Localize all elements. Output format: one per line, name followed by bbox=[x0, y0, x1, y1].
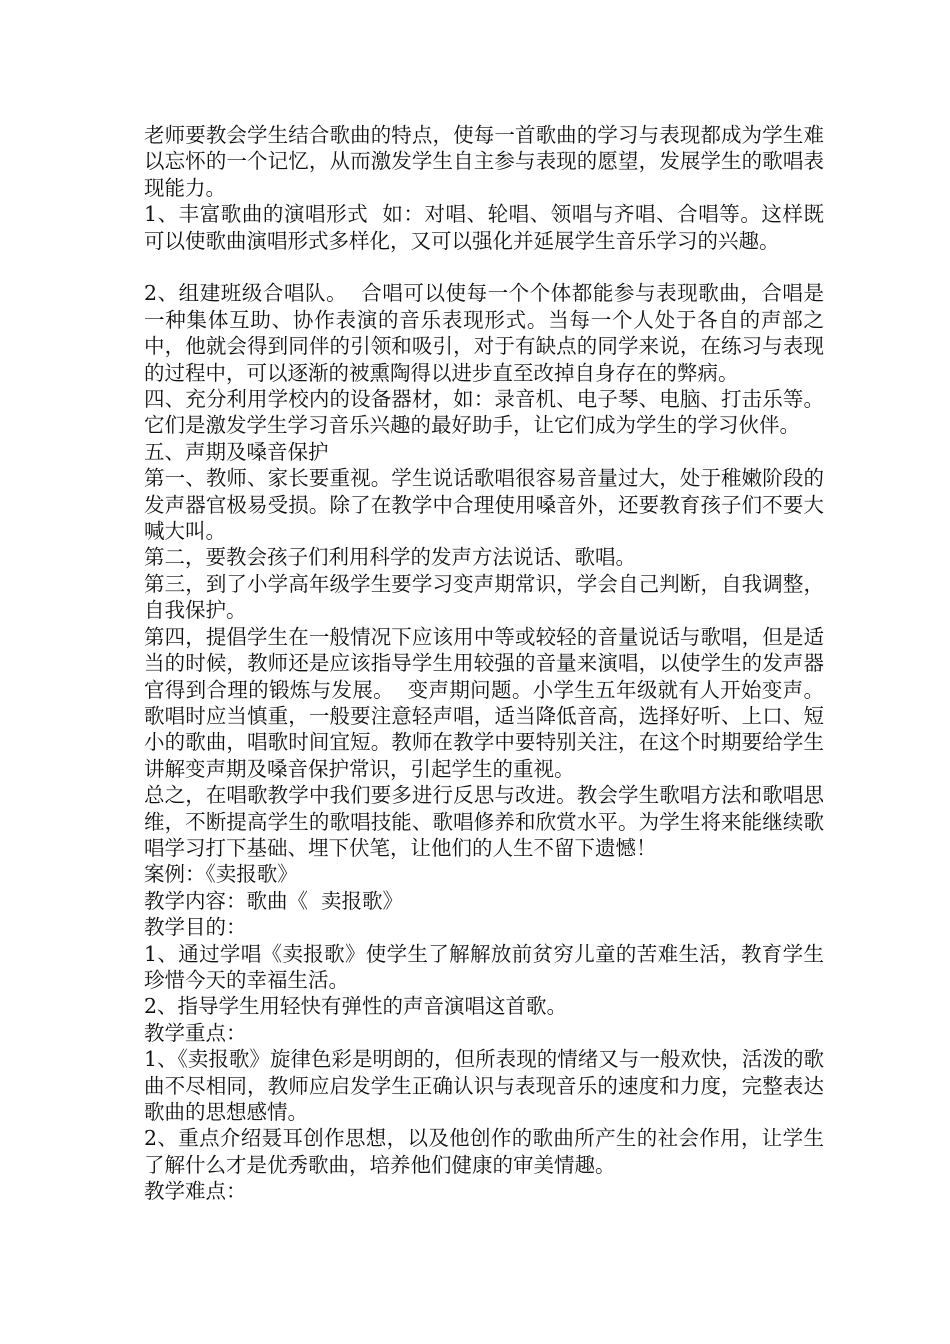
blank-line bbox=[144, 254, 824, 280]
heading-teaching-difficulty: 教学难点： bbox=[144, 1179, 247, 1204]
paragraph-item-2: 2、组建班级合唱队。 合唱可以使每一个个体都能参与表现歌曲，合唱是一种集体互助、协作表演的音乐表现形式。当每一个人处于各自的声部之中，他就会得到同伴的引领和吸引，对于有缺点的同学来说，在练习与表现的过程中，可以逐渐的被熏陶得以进步直至改掉自身存在的弊病。 bbox=[144, 281, 824, 385]
teaching-content: 教学内容：歌曲《 卖报歌》 bbox=[144, 888, 404, 913]
paragraph-section-4: 四、充分利用学校内的设备器材，如：录音机、电子琴、电脑、打击乐等。它们是激发学生学习音乐兴趣的最好助手，让它们成为学生的学习伙伴。 bbox=[144, 387, 824, 438]
paragraph-intro: 老师要教会学生结合歌曲的特点，使每一首歌曲的学习与表现都成为学生难以忘怀的一个记忆，从而激发学生自主参与表现的愿望，发展学生的歌唱表现能力。 bbox=[144, 123, 824, 200]
paragraph-third: 第三，到了小学高年级学生要学习变声期常识，学会自己判断，自我调整，自我保护。 bbox=[144, 571, 824, 623]
heading-section-5: 五、声期及嗓音保护 bbox=[144, 439, 329, 464]
paragraph-fourth: 第四，提倡学生在一般情况下应该用中等或较轻的音量说话与歌唱，但是适当的时候，教师还是应该指导学生用较强的音量来演唱，以使学生的发声器官得到合理的锻炼与发展。 变声期问题。小学生五年级就有人开始变声。歌唱时应当慎重，一般要注意轻声唱，适当降低音高，选择好听、上口、短小的歌曲，唱歌时间宜短。教师在教学中要特别关注，在这个时期要给学生讲解变声期及嗓音保护常识，引起学生的重视。 bbox=[144, 624, 824, 781]
document-body bbox=[144, 122, 824, 1205]
heading-case: 案例：《卖报歌》 bbox=[144, 862, 298, 887]
goal-item-2: 2、指导学生用轻快有弹性的声音演唱这首歌。 bbox=[144, 994, 568, 1019]
paragraph-summary: 总之，在唱歌教学中我们要多进行反思与改进。教会学生歌唱方法和歌唱思维，不断提高学生的歌唱技能、歌唱修养和欣赏水平。为学生将来能继续歌唱学习打下基础、埋下伏笔，让他们的人生不留下遗憾！ bbox=[144, 783, 824, 860]
goal-item-1: 1、通过学唱《卖报歌》使学生了解解放前贫穷儿童的苦难生活，教育学生珍惜今天的幸福生活。 bbox=[144, 941, 824, 992]
paragraph-first: 第一、教师、家长要重视。学生说话歌唱很容易音量过大，处于稚嫩阶段的发声器官极易受损。除了在教学中合理使用嗓音外，还要教育孩子们不要大喊大叫。 bbox=[144, 466, 824, 544]
heading-teaching-focus: 教学重点： bbox=[144, 1020, 247, 1045]
paragraph-second: 第二，要教会孩子们利用科学的发声方法说话、歌唱。 bbox=[144, 545, 636, 570]
focus-item-1: 1、《卖报歌》旋律色彩是明朗的，但所表现的情绪又与一般欢快，活泼的歌曲不尽相同，教师应启发学生正确认识与表现音乐的速度和力度，完整表达歌曲的思想感情。 bbox=[144, 1047, 824, 1125]
paragraph-item-1: 1、丰富歌曲的演唱形式 如：对唱、轮唱、领唱与齐唱、合唱等。这样既可以使歌曲演唱形式多样化，又可以强化并延展学生音乐学习的兴趣。 bbox=[144, 202, 824, 253]
focus-item-2: 2、重点介绍聂耳创作思想，以及他创作的歌曲所产生的社会作用，让学生了解什么才是优秀歌曲，培养他们健康的审美情趣。 bbox=[144, 1126, 824, 1177]
heading-teaching-goals: 教学目的： bbox=[144, 915, 247, 940]
